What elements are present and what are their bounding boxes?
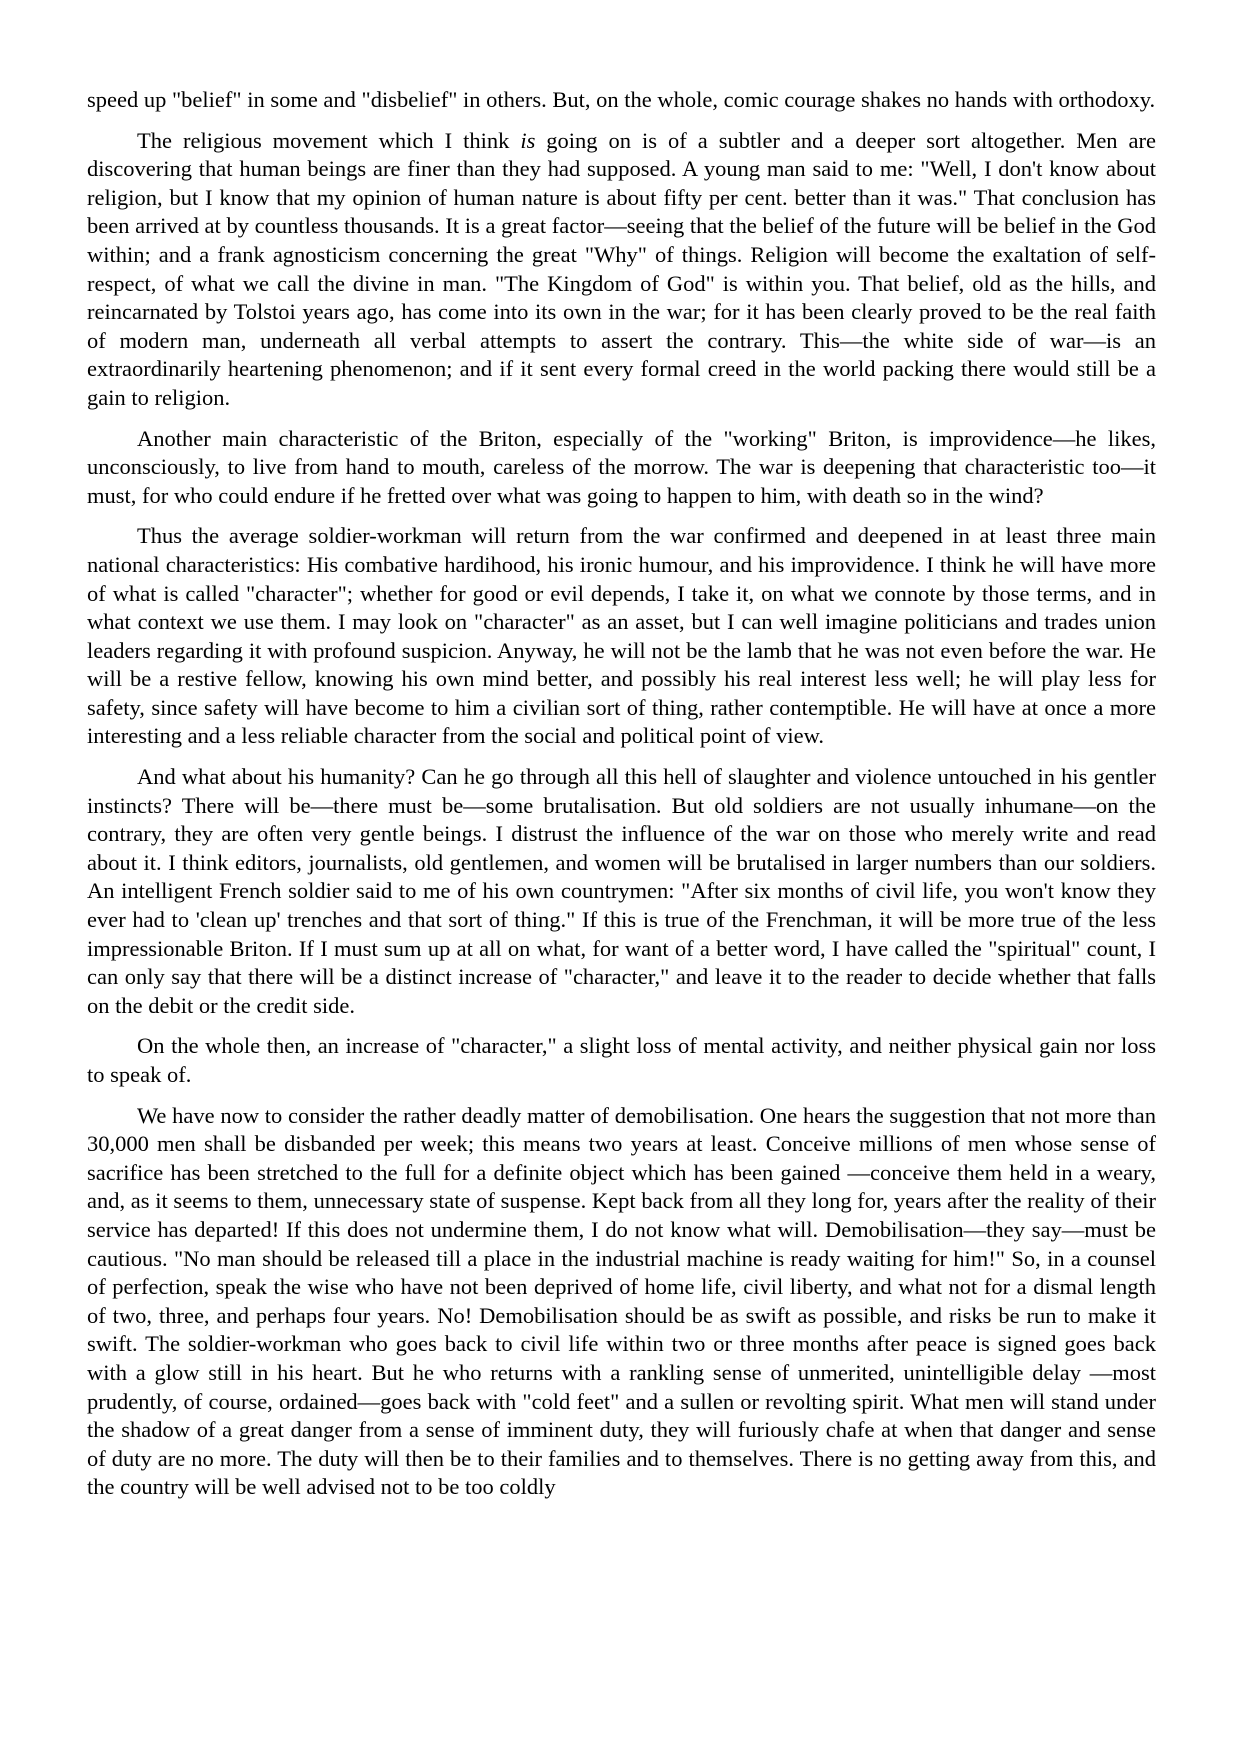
paragraph-2-text-a: The religious movement which I think (137, 127, 521, 153)
paragraph-3-text: Another main characteristic of the Briton, especially of the "working" Briton, is improvidence—he likes, unconsciously, to live from hand to mouth, careless of the morrow. The war is deepening that characteristic too—it must, for who could endure if he fretted over what was going to happen to him, with death so in the wind? (87, 425, 1156, 508)
paragraph-1-text: speed up "belief" in some and "disbelief" in others. But, on the whole, comic courage shakes no hands with orthodoxy. (87, 87, 1156, 112)
paragraph-4-text: Thus the average soldier-workman will return from the war confirmed and deepened in at least three main national characteristics: His combative hardihood, his ironic humour, and his improvidence. I think he will have more of what is called "character"; whether for good or evil depends, I take it, on what we connote by those terms, and in what context we use them. I may look on "character" as an asset, but I can well imagine politicians and trades union leaders regarding it with profound suspicion. Anyway, he will not be the lamb that he was not even before the war. He will be a restive fellow, knowing his own mind better, and possibly his real interest less well; he will play less for safety, since safety will have become to him a civilian sort of thing, rather contemptible. He will have at once a more interesting and a less reliable character from the social and political point of view. (87, 523, 1156, 749)
paragraph-2-text-b: going on is of a subtler and a deeper sort altogether. Men are discovering that human beings are finer than they had supposed. A young man said to me: "Well, I don't know about religion, but I know that my opinion of human nature is about fifty per cent. better than it was." That conclusion has been arrived at by countless thousands. It is a great factor—seeing that the belief of the future will be belief in the God within; and a frank agnosticism concerning the great "Why" of things. Religion will become the exaltation of self-respect, of what we call the divine in man. "The Kingdom of God" is within you. That belief, old as the hills, and reincarnated by Tolstoi years ago, has come into its own in the war; for it has been clearly proved to be the real faith of modern man, underneath all verbal attempts to assert the contrary. This—the white side of war—is an extraordinarily heartening phenomenon; and if it sent every formal creed in the world packing there would still be a gain to religion. (87, 127, 1156, 410)
paragraph-7-text: We have now to consider the rather deadly matter of demobilisation. One hears the suggestion that not more than 30,000 men shall be disbanded per week; this means two years at least. Conceive millions of men whose sense of sacrifice has been stretched to the full for a definite object which has been gained —conceive them held in a weary, and, as it seems to them, unnecessary state of suspense. Kept back from all they long for, years after the reality of their service has departed! If this does not undermine them, I do not know what will. Demobilisation—they say—must be cautious. "No man should be released till a place in the industrial machine is ready waiting for him!" So, in a counsel of perfection, speak the wise who have not been deprived of home life, civil liberty, and what not for a dismal length of two, three, and perhaps four years. No! Demobilisation should be as swift as possible, and risks be run to make it swift. The soldier-workman who goes back to civil life within two or three months after peace is signed goes back with a glow still in his heart. But he who returns with a rankling sense of unmerited, unintelligible delay —most prudently, of course, ordained—goes back with "cold feet" and a sullen or revolting spirit. What men will stand under the shadow of a great danger from a sense of imminent duty, they will furiously chafe at when that danger and sense of duty are no more. The duty will then be to their families and to themselves. There is no getting away from this, and the country will be well advised not to be too coldly (87, 1102, 1156, 1500)
paragraph-6-text: On the whole then, an increase of "character," a slight loss of mental activity, and neither physical gain nor loss to speak of. (87, 1033, 1156, 1087)
paragraph-3 (87, 425, 1156, 511)
paragraph-2 (87, 127, 1156, 413)
paragraph-2-italic-is: is (520, 127, 536, 153)
paragraph-5 (87, 763, 1156, 1020)
document-page (87, 86, 1156, 1514)
paragraph-4 (87, 522, 1156, 751)
paragraph-1 (87, 86, 1156, 115)
paragraph-7 (87, 1102, 1156, 1502)
paragraph-5-text: And what about his humanity? Can he go through all this hell of slaughter and violence untouched in his gentler instincts? There will be—there must be—some brutalisation. But old soldiers are not usually inhumane—on the contrary, they are often very gentle beings. I distrust the influence of the war on those who merely write and read about it. I think editors, journalists, old gentlemen, and women will be brutalised in larger numbers than our soldiers. An intelligent French soldier said to me of his own countrymen: "After six months of civil life, you won't know they ever had to 'clean up' trenches and that sort of thing." If this is true of the Frenchman, it will be more true of the less impressionable Briton. If I must sum up at all on what, for want of a better word, I have called the "spiritual" count, I can only say that there will be a distinct increase of "character," and leave it to the reader to decide whether that falls on the debit or the credit side. (87, 764, 1156, 1018)
paragraph-6 (87, 1032, 1156, 1089)
